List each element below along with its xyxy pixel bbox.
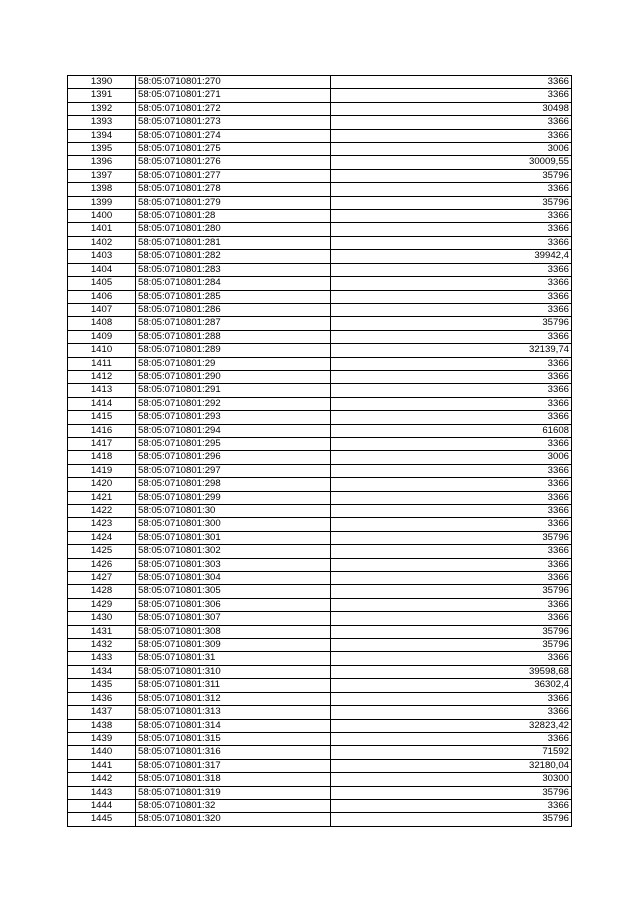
table-row: [68, 518, 572, 531]
value-cell: 3366: [331, 290, 572, 303]
table-row: [68, 478, 572, 491]
cadastral-number-cell: 58:05:0710801:301: [136, 531, 331, 544]
cadastral-number-cell: 58:05:0710801:296: [136, 451, 331, 464]
value-cell: 35796: [331, 169, 572, 182]
data-table: [67, 75, 572, 827]
row-number-cell: 1399: [68, 196, 136, 209]
value-cell: 3366: [331, 464, 572, 477]
value-cell: 3366: [331, 478, 572, 491]
value-cell: 3366: [331, 303, 572, 316]
value-cell: 71592: [331, 746, 572, 759]
table-row: [68, 545, 572, 558]
value-cell: 3366: [331, 799, 572, 812]
table-row: [68, 210, 572, 223]
table-row: [68, 759, 572, 772]
value-cell: 3366: [331, 612, 572, 625]
row-number-cell: 1424: [68, 531, 136, 544]
row-number-cell: 1444: [68, 799, 136, 812]
cadastral-number-cell: 58:05:0710801:270: [136, 76, 331, 89]
cadastral-number-cell: 58:05:0710801:305: [136, 585, 331, 598]
cadastral-number-cell: 58:05:0710801:271: [136, 89, 331, 102]
table-row: [68, 773, 572, 786]
value-cell: 3366: [331, 732, 572, 745]
table-row: [68, 143, 572, 156]
value-cell: 35796: [331, 317, 572, 330]
row-number-cell: 1397: [68, 169, 136, 182]
cadastral-number-cell: 58:05:0710801:303: [136, 558, 331, 571]
value-cell: 35796: [331, 585, 572, 598]
table-row: [68, 129, 572, 142]
value-cell: 3366: [331, 357, 572, 370]
cadastral-number-cell: 58:05:0710801:307: [136, 612, 331, 625]
row-number-cell: 1425: [68, 545, 136, 558]
value-cell: 3366: [331, 183, 572, 196]
value-cell: 3366: [331, 491, 572, 504]
cadastral-number-cell: 58:05:0710801:288: [136, 330, 331, 343]
value-cell: 30300: [331, 773, 572, 786]
cadastral-number-cell: 58:05:0710801:282: [136, 250, 331, 263]
row-number-cell: 1428: [68, 585, 136, 598]
cadastral-number-cell: 58:05:0710801:304: [136, 572, 331, 585]
table-row: [68, 411, 572, 424]
row-number-cell: 1429: [68, 598, 136, 611]
table-row: [68, 652, 572, 665]
cadastral-number-cell: 58:05:0710801:287: [136, 317, 331, 330]
row-number-cell: 1411: [68, 357, 136, 370]
row-number-cell: 1390: [68, 76, 136, 89]
row-number-cell: 1440: [68, 746, 136, 759]
table-row: [68, 639, 572, 652]
value-cell: 3366: [331, 572, 572, 585]
table-row: [68, 598, 572, 611]
cadastral-number-cell: 58:05:0710801:277: [136, 169, 331, 182]
cadastral-number-cell: 58:05:0710801:278: [136, 183, 331, 196]
table-row: [68, 572, 572, 585]
row-number-cell: 1422: [68, 505, 136, 518]
value-cell: 39598,68: [331, 665, 572, 678]
row-number-cell: 1394: [68, 129, 136, 142]
row-number-cell: 1398: [68, 183, 136, 196]
table-row: [68, 102, 572, 115]
row-number-cell: 1401: [68, 223, 136, 236]
row-number-cell: 1441: [68, 759, 136, 772]
row-number-cell: 1418: [68, 451, 136, 464]
row-number-cell: 1438: [68, 719, 136, 732]
row-number-cell: 1409: [68, 330, 136, 343]
row-number-cell: 1396: [68, 156, 136, 169]
cadastral-number-cell: 58:05:0710801:274: [136, 129, 331, 142]
value-cell: 3366: [331, 437, 572, 450]
table-row: [68, 290, 572, 303]
cadastral-number-cell: 58:05:0710801:308: [136, 625, 331, 638]
cadastral-number-cell: 58:05:0710801:314: [136, 719, 331, 732]
table-row: [68, 732, 572, 745]
table-row: [68, 451, 572, 464]
table-body: [68, 76, 572, 827]
row-number-cell: 1427: [68, 572, 136, 585]
row-number-cell: 1443: [68, 786, 136, 799]
row-number-cell: 1400: [68, 210, 136, 223]
value-cell: 3366: [331, 236, 572, 249]
cadastral-number-cell: 58:05:0710801:297: [136, 464, 331, 477]
row-number-cell: 1413: [68, 384, 136, 397]
table-row: [68, 799, 572, 812]
table-row: [68, 357, 572, 370]
value-cell: 32139,74: [331, 344, 572, 357]
cadastral-number-cell: 58:05:0710801:283: [136, 263, 331, 276]
value-cell: 3366: [331, 277, 572, 290]
table-row: [68, 437, 572, 450]
value-cell: 35796: [331, 531, 572, 544]
cadastral-number-cell: 58:05:0710801:311: [136, 679, 331, 692]
cadastral-number-cell: 58:05:0710801:281: [136, 236, 331, 249]
value-cell: 3366: [331, 223, 572, 236]
value-cell: 3366: [331, 370, 572, 383]
value-cell: 3366: [331, 384, 572, 397]
table-row: [68, 76, 572, 89]
cadastral-number-cell: 58:05:0710801:294: [136, 424, 331, 437]
table-row: [68, 183, 572, 196]
row-number-cell: 1402: [68, 236, 136, 249]
value-cell: 35796: [331, 639, 572, 652]
cadastral-number-cell: 58:05:0710801:313: [136, 706, 331, 719]
cadastral-number-cell: 58:05:0710801:273: [136, 116, 331, 129]
cadastral-number-cell: 58:05:0710801:295: [136, 437, 331, 450]
row-number-cell: 1431: [68, 625, 136, 638]
value-cell: 3366: [331, 652, 572, 665]
value-cell: 3366: [331, 505, 572, 518]
cadastral-number-cell: 58:05:0710801:276: [136, 156, 331, 169]
table-row: [68, 585, 572, 598]
value-cell: 35796: [331, 786, 572, 799]
row-number-cell: 1403: [68, 250, 136, 263]
row-number-cell: 1430: [68, 612, 136, 625]
cadastral-number-cell: 58:05:0710801:293: [136, 411, 331, 424]
table-row: [68, 706, 572, 719]
row-number-cell: 1405: [68, 277, 136, 290]
row-number-cell: 1420: [68, 478, 136, 491]
table-row: [68, 719, 572, 732]
cadastral-number-cell: 58:05:0710801:315: [136, 732, 331, 745]
row-number-cell: 1419: [68, 464, 136, 477]
table-row: [68, 786, 572, 799]
row-number-cell: 1436: [68, 692, 136, 705]
cadastral-number-cell: 58:05:0710801:302: [136, 545, 331, 558]
row-number-cell: 1395: [68, 143, 136, 156]
value-cell: 3366: [331, 210, 572, 223]
table-row: [68, 692, 572, 705]
cadastral-number-cell: 58:05:0710801:300: [136, 518, 331, 531]
value-cell: 3366: [331, 411, 572, 424]
row-number-cell: 1412: [68, 370, 136, 383]
row-number-cell: 1415: [68, 411, 136, 424]
value-cell: 3366: [331, 692, 572, 705]
value-cell: 3366: [331, 76, 572, 89]
value-cell: 3366: [331, 89, 572, 102]
table-row: [68, 156, 572, 169]
cadastral-number-cell: 58:05:0710801:318: [136, 773, 331, 786]
value-cell: 3366: [331, 545, 572, 558]
row-number-cell: 1435: [68, 679, 136, 692]
cadastral-number-cell: 58:05:0710801:275: [136, 143, 331, 156]
cadastral-number-cell: 58:05:0710801:289: [136, 344, 331, 357]
cadastral-number-cell: 58:05:0710801:285: [136, 290, 331, 303]
row-number-cell: 1433: [68, 652, 136, 665]
row-number-cell: 1414: [68, 397, 136, 410]
value-cell: 39942,4: [331, 250, 572, 263]
value-cell: 3366: [331, 518, 572, 531]
value-cell: 3366: [331, 116, 572, 129]
cadastral-number-cell: 58:05:0710801:320: [136, 813, 331, 826]
value-cell: 3006: [331, 451, 572, 464]
table-row: [68, 424, 572, 437]
table-row: [68, 558, 572, 571]
table-row: [68, 625, 572, 638]
table-row: [68, 491, 572, 504]
value-cell: 3366: [331, 330, 572, 343]
cadastral-number-cell: 58:05:0710801:316: [136, 746, 331, 759]
table-row: [68, 665, 572, 678]
value-cell: 35796: [331, 813, 572, 826]
cadastral-number-cell: 58:05:0710801:32: [136, 799, 331, 812]
cadastral-number-cell: 58:05:0710801:317: [136, 759, 331, 772]
cadastral-number-cell: 58:05:0710801:319: [136, 786, 331, 799]
cadastral-number-cell: 58:05:0710801:312: [136, 692, 331, 705]
table-row: [68, 317, 572, 330]
row-number-cell: 1426: [68, 558, 136, 571]
row-number-cell: 1416: [68, 424, 136, 437]
cadastral-number-cell: 58:05:0710801:310: [136, 665, 331, 678]
cadastral-number-cell: 58:05:0710801:30: [136, 505, 331, 518]
table-row: [68, 196, 572, 209]
table-row: [68, 464, 572, 477]
row-number-cell: 1393: [68, 116, 136, 129]
row-number-cell: 1434: [68, 665, 136, 678]
value-cell: 61608: [331, 424, 572, 437]
cadastral-number-cell: 58:05:0710801:28: [136, 210, 331, 223]
value-cell: 3006: [331, 143, 572, 156]
value-cell: 3366: [331, 558, 572, 571]
cadastral-number-cell: 58:05:0710801:291: [136, 384, 331, 397]
table-row: [68, 679, 572, 692]
row-number-cell: 1421: [68, 491, 136, 504]
value-cell: 3366: [331, 598, 572, 611]
value-cell: 3366: [331, 263, 572, 276]
row-number-cell: 1442: [68, 773, 136, 786]
table-row: [68, 505, 572, 518]
cadastral-number-cell: 58:05:0710801:286: [136, 303, 331, 316]
cadastral-number-cell: 58:05:0710801:290: [136, 370, 331, 383]
value-cell: 32823,42: [331, 719, 572, 732]
cadastral-number-cell: 58:05:0710801:299: [136, 491, 331, 504]
row-number-cell: 1432: [68, 639, 136, 652]
value-cell: 30498: [331, 102, 572, 115]
table-row: [68, 303, 572, 316]
table-row: [68, 746, 572, 759]
row-number-cell: 1391: [68, 89, 136, 102]
row-number-cell: 1445: [68, 813, 136, 826]
value-cell: 35796: [331, 625, 572, 638]
cadastral-number-cell: 58:05:0710801:309: [136, 639, 331, 652]
cadastral-number-cell: 58:05:0710801:279: [136, 196, 331, 209]
table-row: [68, 531, 572, 544]
value-cell: 3366: [331, 397, 572, 410]
table-row: [68, 89, 572, 102]
cadastral-number-cell: 58:05:0710801:31: [136, 652, 331, 665]
table-row: [68, 116, 572, 129]
value-cell: 32180,04: [331, 759, 572, 772]
row-number-cell: 1406: [68, 290, 136, 303]
table-row: [68, 612, 572, 625]
table-row: [68, 370, 572, 383]
table-row: [68, 169, 572, 182]
cadastral-number-cell: 58:05:0710801:284: [136, 277, 331, 290]
row-number-cell: 1423: [68, 518, 136, 531]
cadastral-number-cell: 58:05:0710801:29: [136, 357, 331, 370]
table-row: [68, 397, 572, 410]
value-cell: 3366: [331, 129, 572, 142]
table-row: [68, 263, 572, 276]
cadastral-number-cell: 58:05:0710801:280: [136, 223, 331, 236]
table-row: [68, 384, 572, 397]
cadastral-number-cell: 58:05:0710801:298: [136, 478, 331, 491]
table-row: [68, 277, 572, 290]
row-number-cell: 1408: [68, 317, 136, 330]
cadastral-number-cell: 58:05:0710801:292: [136, 397, 331, 410]
row-number-cell: 1407: [68, 303, 136, 316]
table-row: [68, 344, 572, 357]
table-row: [68, 330, 572, 343]
table-row: [68, 813, 572, 826]
value-cell: 36302,4: [331, 679, 572, 692]
table-row: [68, 236, 572, 249]
row-number-cell: 1410: [68, 344, 136, 357]
row-number-cell: 1439: [68, 732, 136, 745]
cadastral-number-cell: 58:05:0710801:306: [136, 598, 331, 611]
row-number-cell: 1404: [68, 263, 136, 276]
value-cell: 35796: [331, 196, 572, 209]
cadastral-number-cell: 58:05:0710801:272: [136, 102, 331, 115]
table-row: [68, 223, 572, 236]
row-number-cell: 1437: [68, 706, 136, 719]
row-number-cell: 1417: [68, 437, 136, 450]
table-row: [68, 250, 572, 263]
row-number-cell: 1392: [68, 102, 136, 115]
value-cell: 30009,55: [331, 156, 572, 169]
value-cell: 3366: [331, 706, 572, 719]
